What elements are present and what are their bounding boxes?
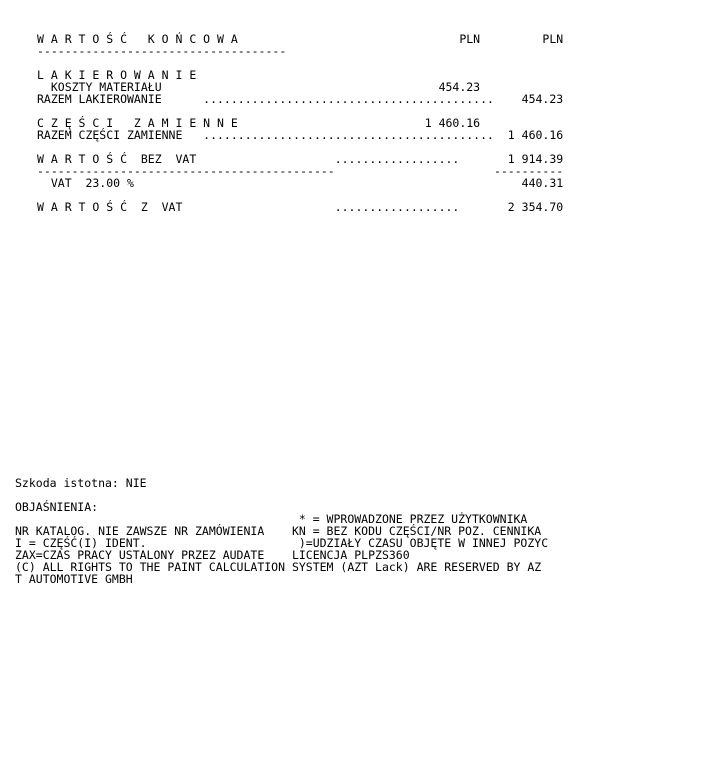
significant-damage-row: Szkoda istotna: NIE <box>15 476 147 490</box>
legend-asterisk-row: * = WPROWADZONE PRZEZ UŻYTKOWNIKA <box>15 512 528 526</box>
net-value-row: W A R T O Ś Ć BEZ VAT .................. 1 914.39 <box>37 152 564 166</box>
spare-parts-row: C Z Ę Ś C I Z A M I E N N E 1 460.16 <box>37 116 481 130</box>
gross-value-row: W A R T O Ś Ć Z VAT .................. 2 354.70 <box>37 200 564 214</box>
vat-row: VAT 23.00 % 440.31 <box>37 176 564 190</box>
material-costs-row: KOSZTY MATERIAŁU 454.23 <box>37 80 481 94</box>
legend-row-3: ZAX=CZAS PRACY USTALONY PRZEZ AUDATE LICENCJA PLPZS360 <box>15 548 410 562</box>
explanations-heading: OBJAŚNIENIA: <box>15 500 99 514</box>
summary-title-underline: ------------------------------------ <box>37 44 287 58</box>
spare-parts-total-row: RAZEM CZĘŚCI ZAMIENNE .......................................... 1 460.16 <box>37 128 564 142</box>
painting-total-row: RAZEM LAKIEROWANIE .......................................... 454.23 <box>37 92 564 106</box>
legend-row-1: NR KATALOG. NIE ZAWSZE NR ZAMÓWIENIA KN = BEZ KODU CZĘŚCI/NR POZ. CENNIKA <box>15 524 542 538</box>
copyright-row-2: T AUTOMOTIVE GMBH <box>15 572 133 586</box>
separator-row: ------------------------------------------- ---------- <box>37 164 564 178</box>
painting-section-title: L A K I E R O W A N I E <box>37 68 197 82</box>
final-value-summary-block <box>37 33 563 213</box>
explanations-footer-block <box>15 477 548 585</box>
summary-title-line: W A R T O Ś Ć K O Ń C O W A PLN PLN <box>37 32 564 46</box>
legend-row-2: I = CZĘŚĆ(I) IDENT. )=UDZIAŁY CZASU OBJĘTE W INNEJ POZYC <box>15 536 549 550</box>
copyright-row-1: (C) ALL RIGHTS TO THE PAINT CALCULATION SYSTEM (AZT Lack) ARE RESERVED BY AZ <box>15 560 542 574</box>
